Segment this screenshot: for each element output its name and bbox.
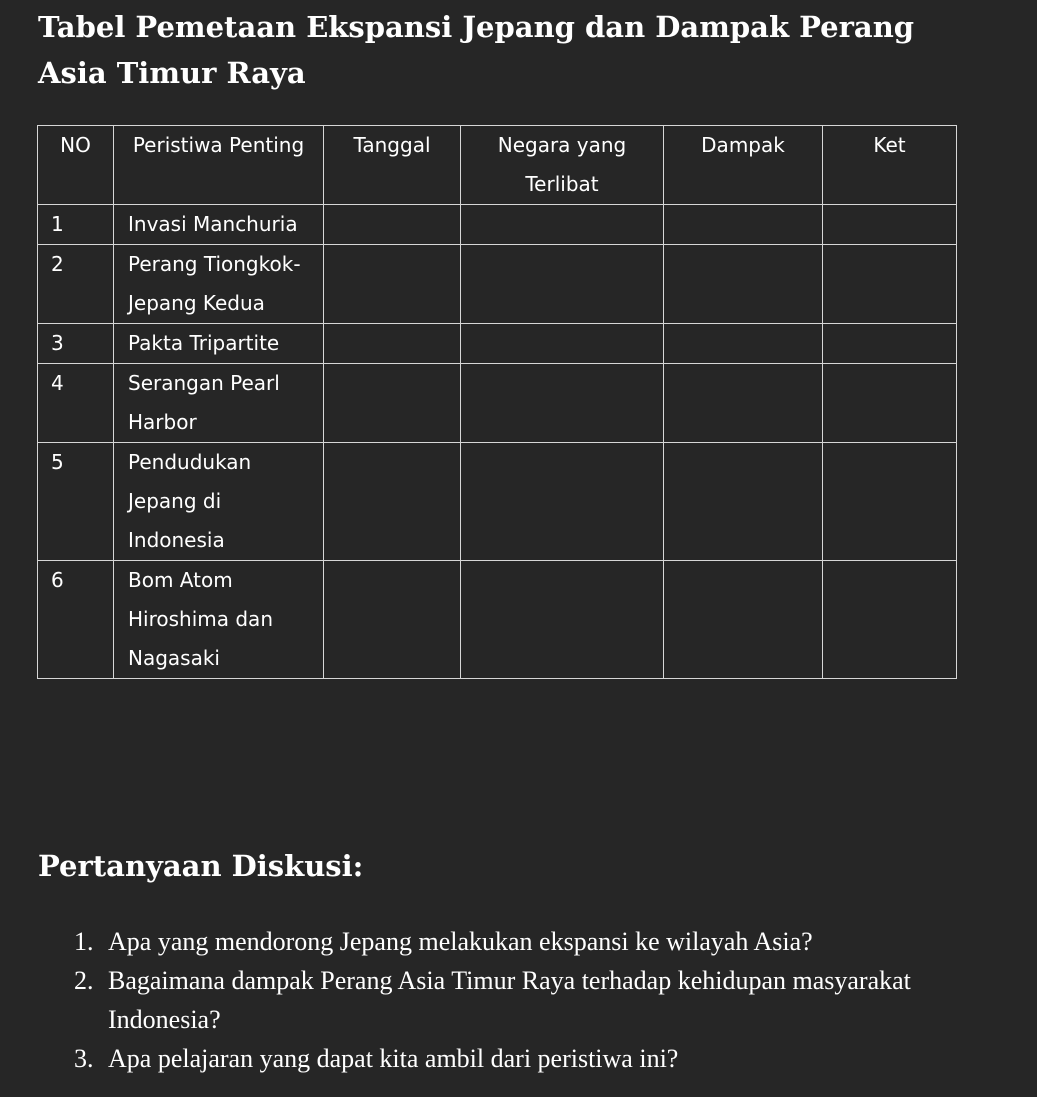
row-event: Pakta Tripartite <box>114 324 324 364</box>
row-negara-cell <box>461 205 664 245</box>
table-row <box>38 324 957 364</box>
row-number: 4 <box>38 364 114 443</box>
row-number: 2 <box>38 245 114 324</box>
row-event: Perang Tiongkok-Jepang Kedua <box>114 245 324 324</box>
discussion-question <box>74 1039 974 1078</box>
table-row <box>38 364 957 443</box>
row-number: 1 <box>38 205 114 245</box>
row-tanggal-cell <box>324 205 461 245</box>
table-header-row <box>38 126 957 205</box>
table-row <box>38 561 957 679</box>
row-negara-cell <box>461 245 664 324</box>
question-text: Apa yang mendorong Jepang melakukan ekspansi ke wilayah Asia? <box>108 927 813 956</box>
table-row <box>38 245 957 324</box>
header-dampak: Dampak <box>664 126 823 205</box>
header-negara: Negara yang Terlibat <box>461 126 664 205</box>
row-dampak-cell <box>664 324 823 364</box>
question-text: Apa pelajaran yang dapat kita ambil dari peristiwa ini? <box>108 1044 679 1073</box>
row-event: Pendudukan Jepang di Indonesia <box>114 443 324 561</box>
row-event: Bom Atom Hiroshima dan Nagasaki <box>114 561 324 679</box>
table-row <box>38 205 957 245</box>
row-dampak-cell <box>664 245 823 324</box>
row-tanggal-cell <box>324 561 461 679</box>
row-tanggal-cell <box>324 364 461 443</box>
row-event: Serangan Pearl Harbor <box>114 364 324 443</box>
discussion-heading: Pertanyaan Diskusi: <box>38 849 364 883</box>
header-peristiwa: Peristiwa Penting <box>114 126 324 205</box>
table-row <box>38 443 957 561</box>
header-no: NO <box>38 126 114 205</box>
mapping-table <box>37 125 957 679</box>
discussion-question <box>74 961 974 1039</box>
row-dampak-cell <box>664 443 823 561</box>
discussion-question <box>74 922 974 961</box>
row-negara-cell <box>461 364 664 443</box>
row-dampak-cell <box>664 561 823 679</box>
row-tanggal-cell <box>324 245 461 324</box>
header-ket: Ket <box>823 126 957 205</box>
row-ket-cell <box>823 205 957 245</box>
row-number: 5 <box>38 443 114 561</box>
row-ket-cell <box>823 364 957 443</box>
row-tanggal-cell <box>324 324 461 364</box>
row-ket-cell <box>823 324 957 364</box>
question-number: 2. <box>74 966 94 995</box>
row-negara-cell <box>461 324 664 364</box>
row-event: Invasi Manchuria <box>114 205 324 245</box>
row-number: 6 <box>38 561 114 679</box>
row-ket-cell <box>823 443 957 561</box>
question-number: 1. <box>74 927 94 956</box>
question-number: 3. <box>74 1044 94 1073</box>
question-text: Bagaimana dampak Perang Asia Timur Raya terhadap kehidupan masyarakat Indonesia? <box>108 966 911 1034</box>
row-negara-cell <box>461 561 664 679</box>
row-ket-cell <box>823 245 957 324</box>
document-title: Tabel Pemetaan Ekspansi Jepang dan Dampak Perang Asia Timur Raya <box>38 10 915 90</box>
header-tanggal: Tanggal <box>324 126 461 205</box>
discussion-question-list <box>74 922 974 1078</box>
row-dampak-cell <box>664 205 823 245</box>
row-ket-cell <box>823 561 957 679</box>
row-number: 3 <box>38 324 114 364</box>
row-tanggal-cell <box>324 443 461 561</box>
row-dampak-cell <box>664 364 823 443</box>
row-negara-cell <box>461 443 664 561</box>
